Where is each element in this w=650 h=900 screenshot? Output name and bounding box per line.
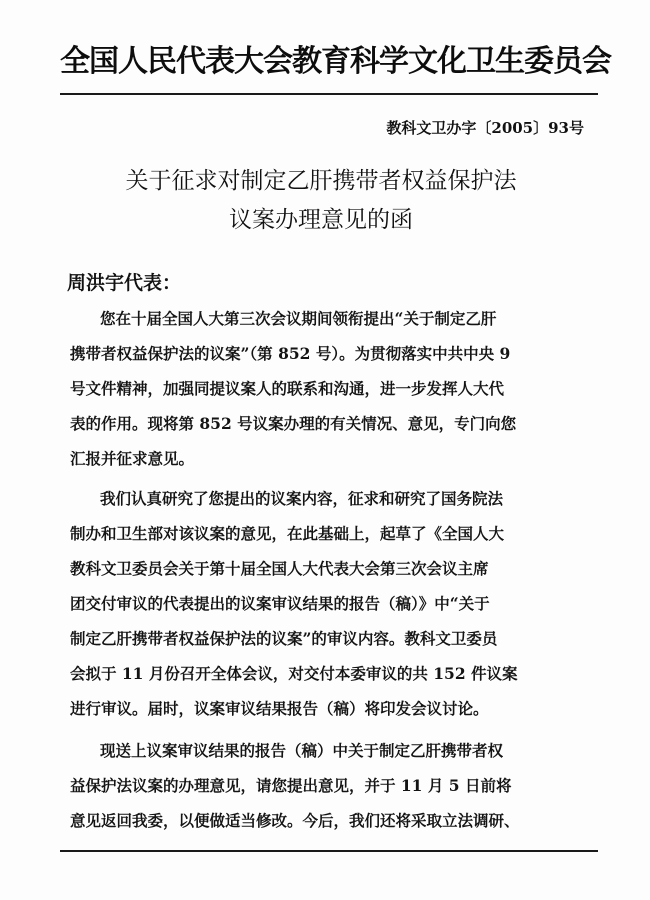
body-line: 您在十届全国人大第三次会议期间领衔提出“关于制定乙肝 [100,309,497,328]
body-line: 教科文卫委员会关于第十届全国人大代表大会第三次会议主席 [70,559,489,578]
document-title-line-2: 议案办理意见的函 [229,207,413,233]
body-line: 意见返回我委，以便做适当修改。今后，我们还将采取立法调研、 [70,811,520,830]
body-line: 团交付审议的代表提出的议案审议结果的报告（稿）》中“关于 [70,594,490,613]
body-line: 表的作用。现将第 852 号议案办理的有关情况、意见，专门向您 [70,414,517,433]
body-line: 号文件精神，加强同提议案人的联系和沟通，进一步发挥人大代 [70,379,505,398]
document-title-line-1: 关于征求对制定乙肝携带者权益保护法 [125,168,517,194]
body-line: 益保护法议案的办理意见，请您提出意见，并于 11 月 5 日前将 [70,776,512,795]
letterhead-rule [60,93,598,95]
body-line: 携带者权益保护法的议案”（第 852 号）。为贯彻落实中共中央 9 [70,344,511,363]
letterhead: 全国人民代表大会教育科学文化卫生委员会 [60,44,611,79]
salutation: 周洪宇代表： [67,272,182,294]
body-line: 进行审议。届时，议案审议结果报告（稿）将印发会议讨论。 [70,699,489,718]
body-line: 制办和卫生部对该议案的意见，在此基础上，起草了《全国人大 [70,524,505,543]
footer-rule [60,850,598,852]
body-line: 会拟于 11 月份召开全体会议，对交付本委审议的共 152 件议案 [70,664,518,683]
document-number: 教科文卫办字〔2005〕93号 [386,119,584,137]
body-line: 我们认真研究了您提出的议案内容，征求和研究了国务院法 [100,489,504,508]
body-line: 制定乙肝携带者权益保护法的议案”的审议内容。教科文卫委员 [70,629,498,648]
body-line: 汇报并征求意见。 [70,449,195,468]
body-line: 现送上议案审议结果的报告（稿）中关于制定乙肝携带者权 [100,741,504,760]
